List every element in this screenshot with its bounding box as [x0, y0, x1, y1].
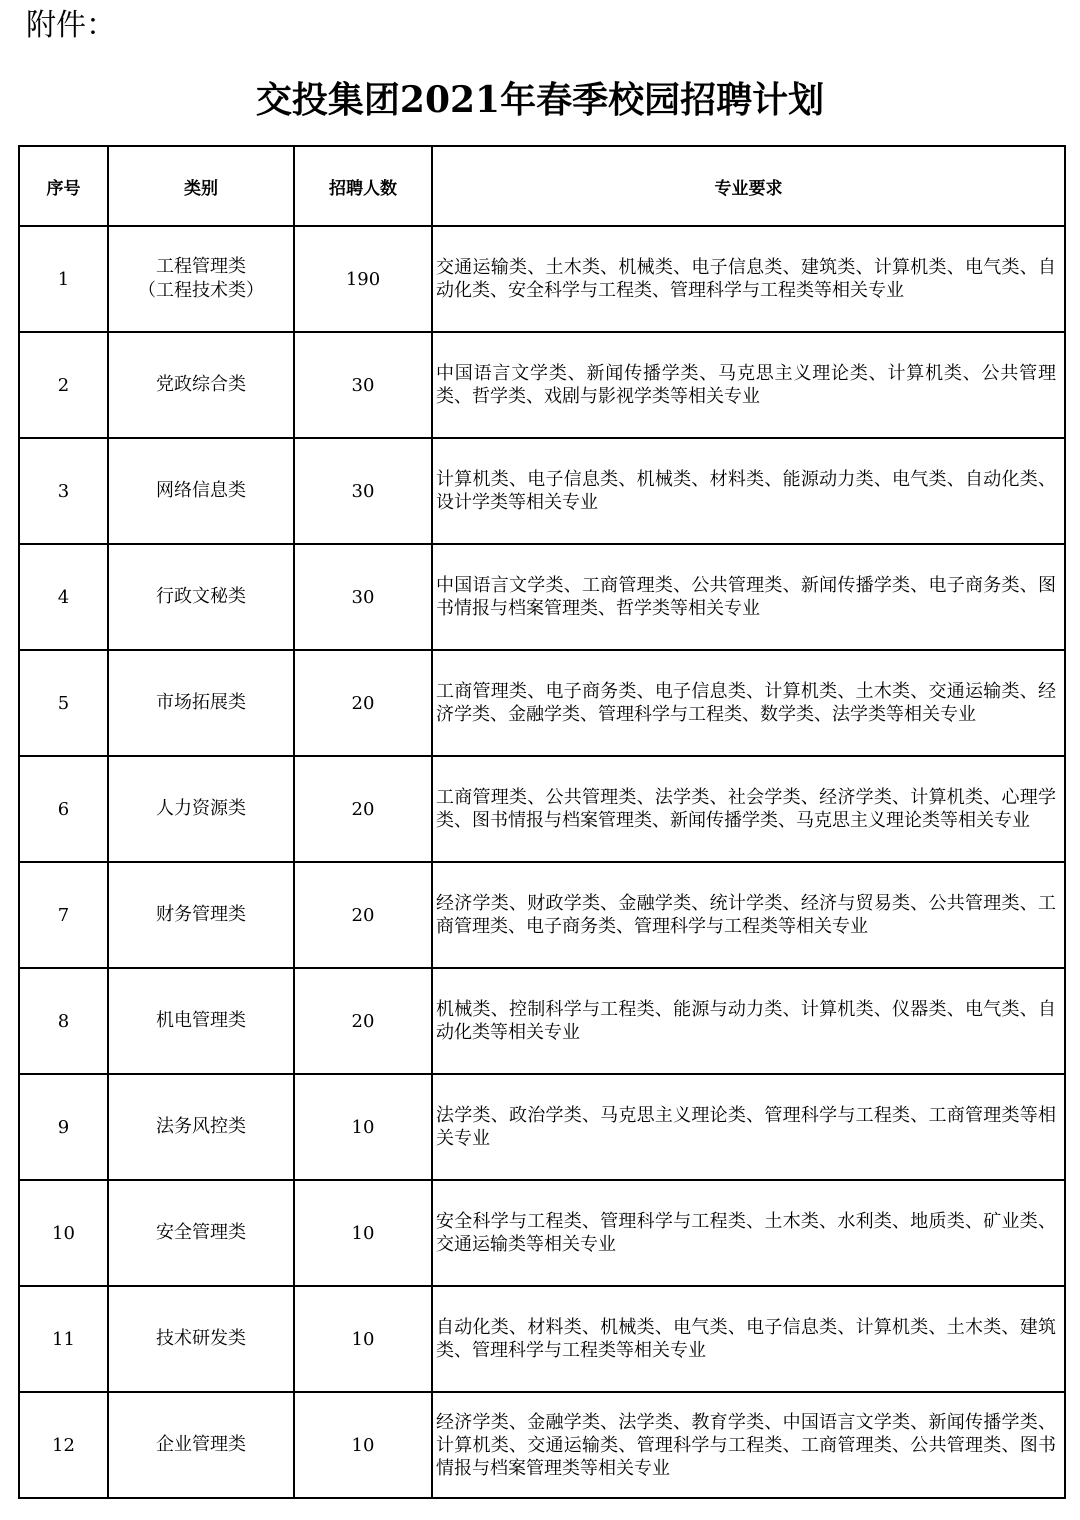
table-row — [19, 862, 1065, 968]
row-category — [108, 226, 294, 332]
table-row — [19, 1180, 1065, 1286]
row-count: 10 — [294, 1180, 432, 1286]
row-category: 行政文秘类 — [108, 544, 294, 650]
table-row — [19, 1286, 1065, 1392]
row-category: 党政综合类 — [108, 332, 294, 438]
table-row — [19, 1074, 1065, 1180]
row-index: 10 — [19, 1180, 108, 1286]
table-row — [19, 332, 1065, 438]
row-category: 技术研发类 — [108, 1286, 294, 1392]
row-category: 市场拓展类 — [108, 650, 294, 756]
row-requirements: 中国语言文学类、新闻传播学类、马克思主义理论类、计算机类、公共管理类、哲学类、戏剧与影视学类等相关专业 — [432, 332, 1065, 438]
row-category-main: 工程管理类 — [156, 256, 246, 277]
row-requirements: 工商管理类、电子商务类、电子信息类、计算机类、土木类、交通运输类、经济学类、金融学类、管理科学与工程类、数学类、法学类等相关专业 — [432, 650, 1065, 756]
row-requirements: 交通运输类、土木类、机械类、电子信息类、建筑类、计算机类、电气类、自动化类、安全科学与工程类、管理科学与工程类等相关专业 — [432, 226, 1065, 332]
row-requirements: 工商管理类、公共管理类、法学类、社会学类、经济学类、计算机类、心理学类、图书情报与档案管理类、新闻传播学类、马克思主义理论类等相关专业 — [432, 756, 1065, 862]
row-count: 30 — [294, 544, 432, 650]
row-category-sub: （工程技术类） — [138, 280, 264, 301]
row-count: 20 — [294, 756, 432, 862]
header-requirements: 专业要求 — [432, 146, 1065, 226]
row-category: 人力资源类 — [108, 756, 294, 862]
row-count: 30 — [294, 438, 432, 544]
row-index: 11 — [19, 1286, 108, 1392]
row-count: 30 — [294, 332, 432, 438]
row-index: 6 — [19, 756, 108, 862]
row-index: 3 — [19, 438, 108, 544]
row-count: 190 — [294, 226, 432, 332]
recruitment-plan-table — [18, 145, 1066, 1499]
row-requirements: 计算机类、电子信息类、机械类、材料类、能源动力类、电气类、自动化类、设计学类等相关专业 — [432, 438, 1065, 544]
row-category: 网络信息类 — [108, 438, 294, 544]
row-category: 财务管理类 — [108, 862, 294, 968]
table-row — [19, 1392, 1065, 1498]
row-index: 1 — [19, 226, 108, 332]
header-category: 类别 — [108, 146, 294, 226]
header-index: 序号 — [19, 146, 108, 226]
row-requirements: 经济学类、财政学类、金融学类、统计学类、经济与贸易类、公共管理类、工商管理类、电子商务类、管理科学与工程类等相关专业 — [432, 862, 1065, 968]
row-index: 7 — [19, 862, 108, 968]
table-row — [19, 756, 1065, 862]
row-category: 安全管理类 — [108, 1180, 294, 1286]
row-index: 4 — [19, 544, 108, 650]
row-category: 机电管理类 — [108, 968, 294, 1074]
table-row — [19, 438, 1065, 544]
page-title: 交投集团2021年春季校园招聘计划 — [255, 79, 825, 121]
row-count: 10 — [294, 1074, 432, 1180]
row-index: 12 — [19, 1392, 108, 1498]
row-category: 企业管理类 — [108, 1392, 294, 1498]
table-row — [19, 968, 1065, 1074]
table-row — [19, 226, 1065, 332]
row-index: 8 — [19, 968, 108, 1074]
row-requirements: 自动化类、材料类、机械类、电气类、电子信息类、计算机类、土木类、建筑类、管理科学与工程类等相关专业 — [432, 1286, 1065, 1392]
row-requirements: 机械类、控制科学与工程类、能源与动力类、计算机类、仪器类、电气类、自动化类等相关专业 — [432, 968, 1065, 1074]
row-index: 2 — [19, 332, 108, 438]
row-count: 10 — [294, 1286, 432, 1392]
row-category: 法务风控类 — [108, 1074, 294, 1180]
table-row — [19, 544, 1065, 650]
row-count: 20 — [294, 650, 432, 756]
row-requirements: 安全科学与工程类、管理科学与工程类、土木类、水利类、地质类、矿业类、交通运输类等相关专业 — [432, 1180, 1065, 1286]
row-count: 20 — [294, 968, 432, 1074]
table-header-row — [19, 146, 1065, 226]
row-requirements: 中国语言文学类、工商管理类、公共管理类、新闻传播学类、电子商务类、图书情报与档案管理类、哲学类等相关专业 — [432, 544, 1065, 650]
row-index: 5 — [19, 650, 108, 756]
row-count: 10 — [294, 1392, 432, 1498]
row-requirements: 法学类、政治学类、马克思主义理论类、管理科学与工程类、工商管理类等相关专业 — [432, 1074, 1065, 1180]
attachment-label: 附件： — [26, 8, 116, 43]
row-requirements: 经济学类、金融学类、法学类、教育学类、中国语言文学类、新闻传播学类、计算机类、交通运输类、管理科学与工程类、工商管理类、公共管理类、图书情报与档案管理类等相关专业 — [432, 1392, 1065, 1498]
row-count: 20 — [294, 862, 432, 968]
header-count: 招聘人数 — [294, 146, 432, 226]
table-row — [19, 650, 1065, 756]
row-index: 9 — [19, 1074, 108, 1180]
